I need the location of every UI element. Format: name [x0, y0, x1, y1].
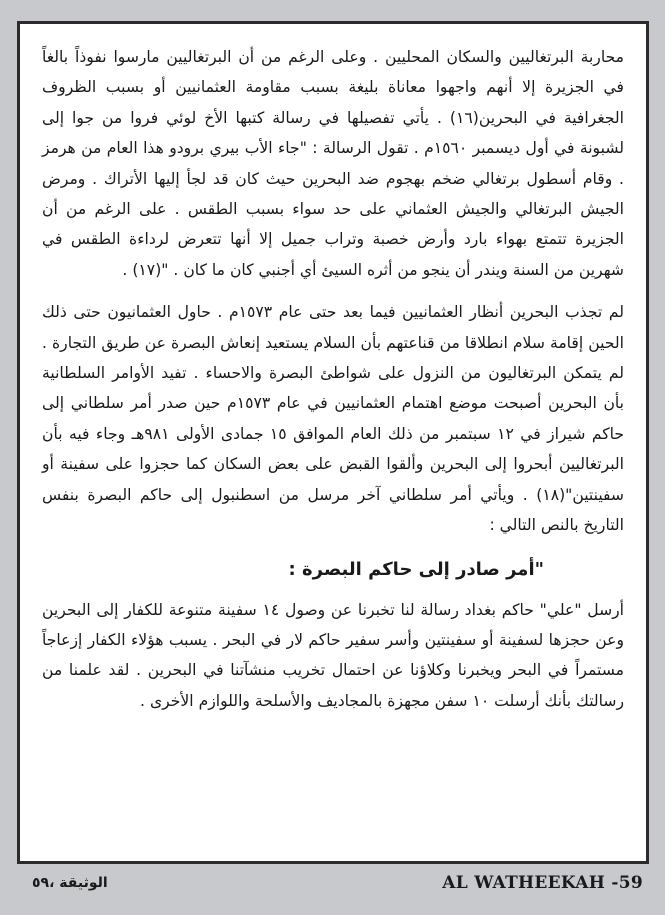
page-label-arabic: الوثيقة ،٥٩	[32, 875, 108, 891]
page-label-english: AL WATHEEKAH -59	[442, 873, 643, 893]
document-body	[42, 42, 624, 716]
page-frame	[17, 21, 649, 864]
section-heading: "أمر صادر إلى حاكم البصرة :	[288, 558, 544, 580]
paragraph-3: أرسل "علي" حاكم بغداد رسالة لنا تخبرنا عن وصول ١٤ سفينة متنوعة للكفار إلى البحرين وعن حجزها لسفينة أو سفينتين وأسر سفير حاكم لار في البحر . يسبب هؤلاء الكفار إزعاجاً مستمراً في البحر ويخبرنا وكلاؤنا عن احتمال تخريب منشآتنا في البحرين . لقد علمنا من رسالتك بأنك أرسلت ١٠ سفن مجهزة بالمجاديف والأسلحة واللوازم الأخرى .	[42, 600, 624, 710]
paragraph-2: لم تجذب البحرين أنظار العثمانيين فيما بعد حتى عام ١٥٧٣م . حاول العثمانيون حتى ذلك الحين إقامة سلام انطلاقا من قناعتهم بأن السلام يستعيد إنعاش البصرة عن طريق التجارة . لم يتمكن البرتغاليون من النزول على شواطئ البصرة والاحساء . تفيد الأوامر السلطانية بأن البحرين أصبحت موضع اهتمام العثمانيين في عام ١٥٧٣م حين صدر أمر سلطاني إلى حاكم شيراز في ١٢ سبتمبر من ذلك العام الموافق ١٥ جمادى الأولى ٩٨١هـ وجاء فيه بأن البرتغاليين أبحروا إلى البحرين وألقوا القبض على بعض السكان كما حجزوا على سفينة أو سفينتين"(١٨) . ويأتي أمر سلطاني آخر مرسل من اسطنبول إلى حاكم البصرة بنفس التاريخ بالنص التالي :	[42, 303, 625, 535]
paragraph-1: محاربة البرتغاليين والسكان المحليين . وعلى الرغم من أن البرتغاليين مارسوا نفوذاً بالغاً في الجزيرة إلا أنهم واجهوا معاناة بليغة بسبب مقاومة العثمانيين أو بسبب الظروف الجغرافية في البحرين(١٦) . يأتي تفصيلها في رسالة كتبها الأخ لوئي فروا من جوا إلى لشبونة في أول ديسمبر ١٥٦٠م . تقول الرسالة : "جاء الأب بيري برودو هذا العام من هرمز . وقام أسطول برتغالي ضخم بهجوم ضد البحرين حيث كان قد لجأ إليها الأتراك . ومرض الجيش البرتغالي والجيش العثماني على حد سواء بسبب الطقس . على الرغم من أن الجزيرة تتمتع بهواء بارد وأرض خصبة وتراب جميل إلا أنها تتعرض لرداءة الطقس في شهرين من السنة ويندر أن ينجو من أثره السيئ أي أجنبي كان ما كان . "(١٧) .	[42, 48, 624, 279]
